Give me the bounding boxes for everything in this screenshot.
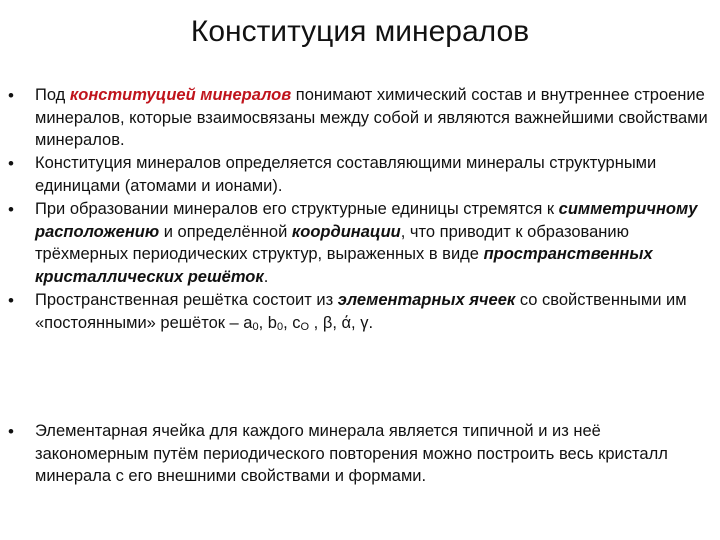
slide-title: Конституция минералов (190, 15, 530, 48)
bullet-3-text: При образовании минералов его структурные единицы стремятся к симметричному расположению и определённой координации, что приводит к образованию трёхмерных периодических структур, выраженных в виде пространственных кристаллических решёток. (35, 200, 698, 286)
term-constitution: конституцией минералов (69, 86, 292, 104)
term-lattices: пространственных кристаллических решёток (35, 245, 653, 286)
bullet-2-text: Конституция минералов определяется составляющими минералы структурными единицами (атомами и ионами). (35, 154, 657, 195)
bullet-4-text: Пространственная решётка состоит из элементарных ячеек со свойственными им «постоянными» решёток – $a_0$, $b_0$, $c_O$ , β, ά, γ. (35, 291, 687, 333)
term-unit-cells: элементарных ячеек (337, 291, 516, 309)
bullet-marker: • (8, 422, 14, 441)
term-symmetric: симметричному расположению (35, 200, 698, 241)
bullet-marker: • (8, 291, 14, 310)
bullet-marker: • (8, 200, 14, 219)
term-coordination: координации (291, 222, 401, 241)
bullet-marker: • (8, 154, 14, 173)
bullet-5-text: Элементарная ячейка для каждого минерала является типичной и из неё закономерным путём периодического повторения можно построить весь кристалл минерала с его внешними свойствами и формами. (35, 422, 668, 485)
bullet-1-text: Под конституцией минералов понимают химический состав и внутреннее строение минералов, которые взаимосвязаны между собой и являются важнейшими свойствами минералов. (35, 86, 708, 149)
bullet-marker: • (8, 86, 14, 105)
